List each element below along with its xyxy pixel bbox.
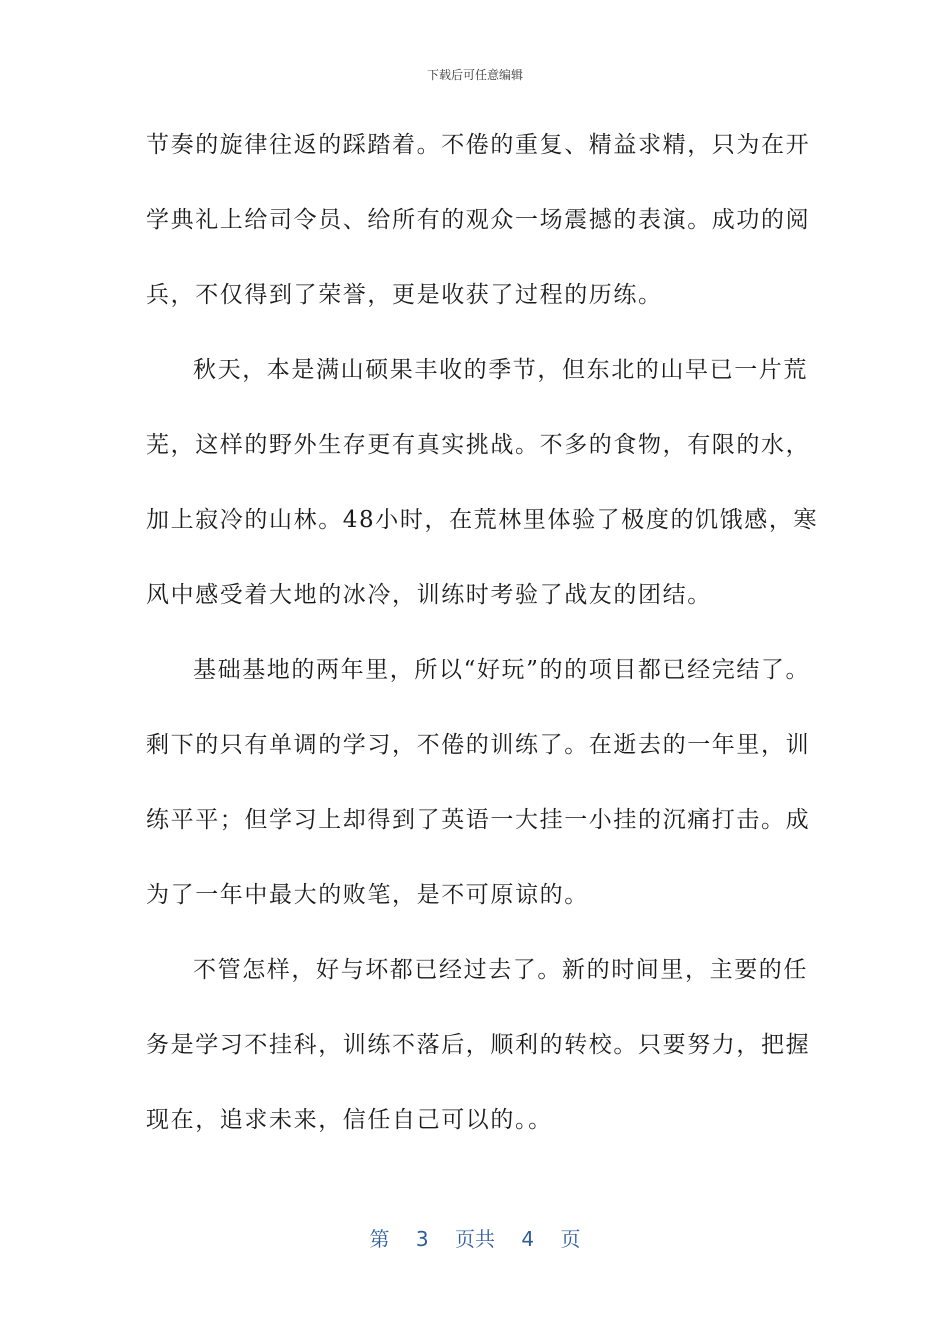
paragraph-3-line-2: 剩下的只有单调的学习，不倦的训练了。在逝去的一年里，训 bbox=[146, 732, 811, 758]
page-number-footer bbox=[0, 1226, 950, 1252]
page-suffix: 页 bbox=[560, 1227, 581, 1251]
page-header-note: 下载后可任意编辑 bbox=[426, 68, 523, 82]
paragraph-1-line-2: 学典礼上给司令员、给所有的观众一场震撼的表演。成功的阅 bbox=[146, 207, 811, 233]
page-prefix: 第 bbox=[369, 1227, 390, 1251]
paragraph-4-line-1: 不管怎样，好与坏都已经过去了。新的时间里，主要的任 bbox=[193, 957, 808, 983]
paragraph-3-line-1: 基础基地的两年里，所以“好玩”的的项目都已经完结了。 bbox=[193, 657, 811, 683]
total-page-number: 4 bbox=[521, 1227, 535, 1251]
paragraph-1-line-1: 节奏的旋律往返的踩踏着。不倦的重复、精益求精，只为在开 bbox=[146, 132, 811, 158]
current-page-number: 3 bbox=[415, 1227, 429, 1251]
paragraph-2-line-2: 芜，这样的野外生存更有真实挑战。不多的食物，有限的水， bbox=[146, 432, 811, 458]
paragraph-3-line-3: 练平平；但学习上却得到了英语一大挂一小挂的沉痛打击。成 bbox=[146, 807, 811, 833]
paragraph-2-line-4: 风中感受着大地的冰冷，训练时考验了战友的团结。 bbox=[146, 582, 712, 608]
paragraph-3-line-4: 为了一年中最大的败笔，是不可原谅的。 bbox=[146, 882, 589, 908]
paragraph-2-line-3: 加上寂冷的山林。48小时，在荒林里体验了极度的饥饿感，寒 bbox=[146, 507, 819, 533]
paragraph-4-line-3: 现在，追求未来，信任自己可以的。。 bbox=[146, 1107, 553, 1133]
page-middle: 页共 bbox=[455, 1227, 495, 1251]
paragraph-4-line-2: 务是学习不挂科，训练不落后，顺利的转校。只要努力，把握 bbox=[146, 1032, 811, 1058]
paragraph-1-line-3: 兵，不仅得到了荣誉，更是收获了过程的历练。 bbox=[146, 282, 663, 308]
paragraph-2-line-1: 秋天，本是满山硕果丰收的季节，但东北的山早已一片荒 bbox=[193, 357, 808, 383]
